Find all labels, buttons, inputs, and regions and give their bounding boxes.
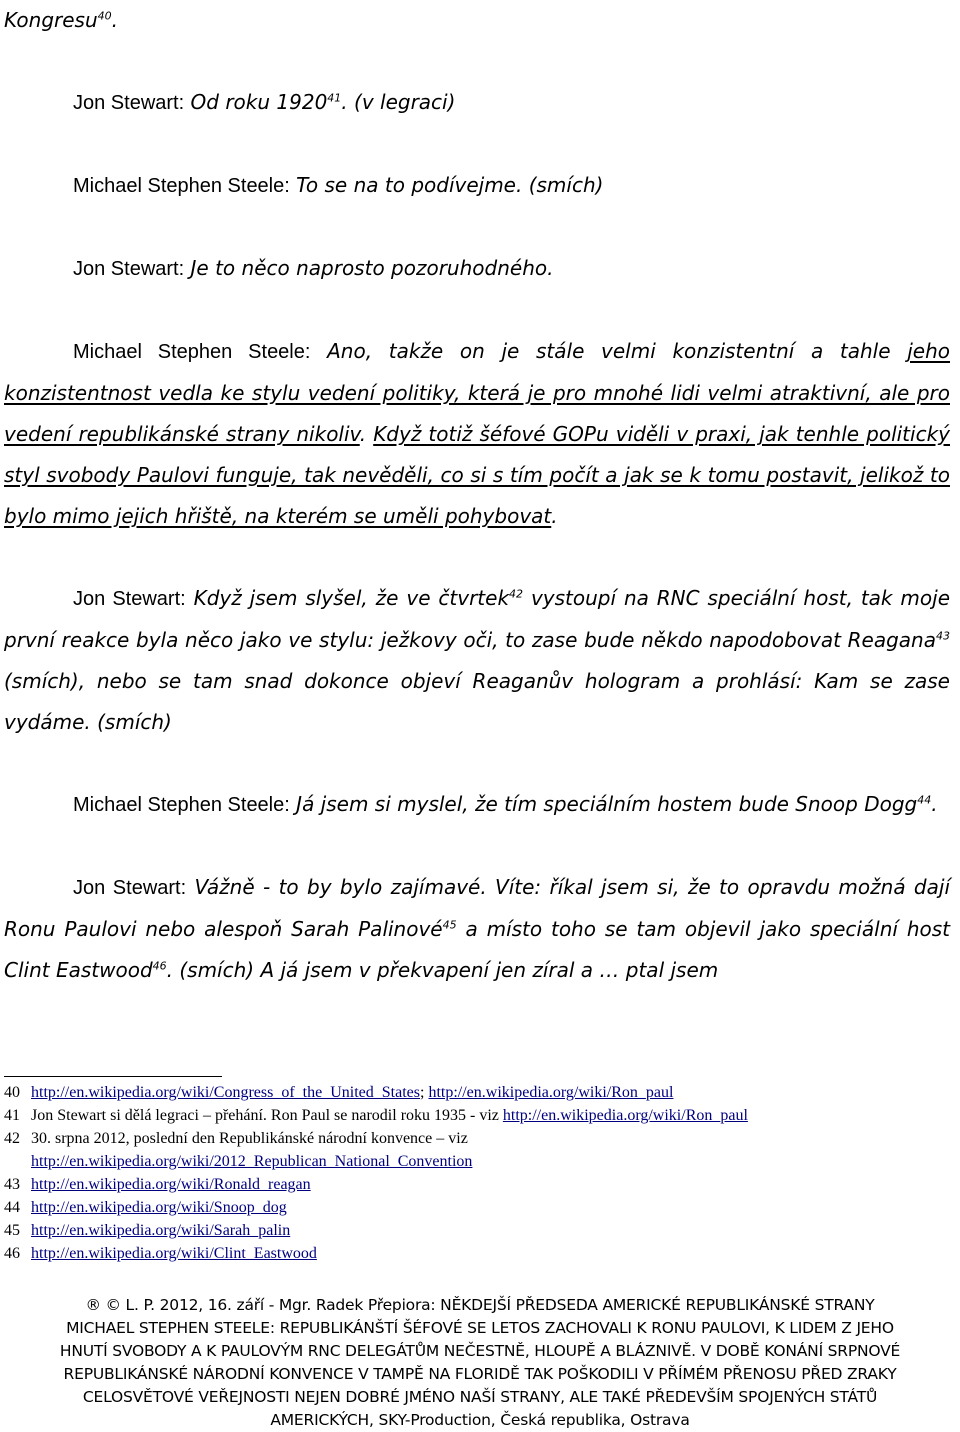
footnote-text <box>31 1219 950 1242</box>
footnote-text <box>31 1104 950 1127</box>
footer-line: ® © L. P. 2012, 16. září - Mgr. Radek Přepiora: NĚKDEJŠÍ PŘEDSEDA AMERICKÉ REPUBLIKÁNSKÉ STRANY <box>85 1296 875 1314</box>
footnote-number: 40 <box>4 1084 20 1101</box>
footer-line: CELOSVĚTOVÉ VEŘEJNOSTI NEJEN DOBRÉ JMÉNO NAŠÍ STRANY, ALE TAKÉ PŘEDEVŠÍM SPOJENÝCH STÁTŮ <box>82 1388 878 1406</box>
footer-line: AMERICKÝCH, SKY-Production, Česká republika, Ostrava <box>270 1411 690 1429</box>
footnote-text <box>31 1173 950 1196</box>
paragraph-steele-1 <box>4 165 950 207</box>
paragraph-steele-3 <box>4 784 950 826</box>
text-fragment: . <box>111 8 118 32</box>
text-fragment: . <box>359 422 374 446</box>
footnote-41 <box>4 1104 950 1127</box>
paragraph-jon-stewart-4 <box>4 867 950 991</box>
speaker-label: Michael Stephen Steele: <box>73 175 290 197</box>
footnote-number: 46 <box>4 1245 20 1262</box>
footnote-link[interactable]: http://en.wikipedia.org/wiki/Clint_Eastwood <box>31 1245 317 1262</box>
speaker-label: Jon Stewart: <box>73 877 187 899</box>
text-fragment: . (smích) A já jsem v překvapení jen zíral a … ptal jsem <box>166 958 719 982</box>
text-fragment: vystoupí na RNC speciální host, tak moje první reakce byla něco jako ve stylu: ježkovy oči, to zase bude někdo napodobovat Reagana <box>4 586 950 652</box>
footnote-40 <box>4 1081 950 1104</box>
footnote-text <box>31 1196 950 1219</box>
footnote-text <box>31 1242 950 1265</box>
footnote-number: 43 <box>4 1176 20 1193</box>
text-fragment: Kongresu <box>4 8 98 32</box>
text-fragment: . <box>551 504 558 528</box>
footnote-body: 30. srpna 2012, poslední den Republikánské národní konvence – viz <box>31 1130 468 1147</box>
footnote-ref-40: 40 <box>97 9 112 23</box>
main-text <box>4 0 950 991</box>
speaker-label: Jon Stewart: <box>73 258 185 280</box>
footnote-ref-45: 45 <box>442 918 457 932</box>
footnote-text <box>31 1081 950 1104</box>
text-fragment: To se na to podívejme. (smích) <box>289 173 604 197</box>
footnote-46 <box>4 1242 950 1265</box>
footnote-44 <box>4 1196 950 1219</box>
paragraph-jon-stewart-1 <box>4 82 950 124</box>
footnote-ref-42: 42 <box>509 587 524 601</box>
footnote-link[interactable]: http://en.wikipedia.org/wiki/Congress_of_the_United_States <box>31 1084 420 1101</box>
footnote-ref-43: 43 <box>936 629 950 643</box>
text-fragment: Od roku 1920 <box>184 90 328 114</box>
text-fragment: Je to něco naprosto pozoruhodného. <box>184 256 554 280</box>
footer-line: REPUBLIKÁNSKÉ NÁRODNÍ KONVENCE V TAMPĚ NA FLORIDĚ TAK POŠKODILI V PŘÍMÉM PŘENOSU PŘED ZRAKY <box>63 1365 897 1383</box>
footer-line: MICHAEL STEPHEN STEELE: REPUBLIKÁNŠTÍ ŠÉFOVÉ SE LETOS ZACHOVALI K RONU PAULOVI, K LIDEM Z JEHO <box>66 1319 894 1337</box>
text-fragment: . <box>931 792 938 816</box>
text-fragment: Ano, takže on je stále velmi konzistentní a tahle <box>310 339 908 363</box>
footnote-separator <box>4 1076 222 1077</box>
text-fragment: . (v legraci) <box>341 90 456 114</box>
footnote-42 <box>4 1127 950 1173</box>
footnote-number: 42 <box>4 1130 20 1147</box>
text-fragment: a místo toho se tam objevil jako speciální host Clint Eastwood <box>4 917 950 982</box>
footnote-text <box>31 1127 950 1173</box>
text-fragment: Když jsem slyšel, že ve čtvrtek <box>185 586 510 610</box>
footnote-number: 44 <box>4 1199 20 1216</box>
footnote-link[interactable]: http://en.wikipedia.org/wiki/Ron_paul <box>428 1084 674 1101</box>
footer-line: HNUTÍ SVOBODY A K PAULOVÝM RNC DELEGÁTŮM NEČESTNĚ, HLOUPĚ A BLÁZNIVĚ. V DOBĚ KONÁNÍ SRPNOVÉ <box>59 1342 901 1360</box>
page-footer <box>0 1294 960 1432</box>
footnote-45 <box>4 1219 950 1242</box>
text-fragment: (smích), nebo se tam snad dokonce objeví Reaganův hologram a prohlásí: Kam se zase vydáme. (smích) <box>4 669 950 734</box>
text-fragment: Já jsem si myslel, že tím speciálním hostem bude Snoop Dogg <box>289 792 918 816</box>
separator: ; <box>420 1084 429 1101</box>
footnote-ref-44: 44 <box>917 793 932 807</box>
footnote-43 <box>4 1173 950 1196</box>
text-fragment: Vážně - to by bylo zajímavé. Víte: říkal jsem si, že to opravdu možná dají Ronu Paulovi nebo alespoň Sarah Palinové <box>4 875 950 941</box>
underlined-text: jeho konzistentnost vedla ke stylu vedení politiky, která je pro mnohé lidi velmi atraktivní, ale pro vedení republikánské strany nikoliv <box>4 339 950 446</box>
speaker-label: Michael Stephen Steele: <box>73 794 290 816</box>
footnote-link[interactable]: http://en.wikipedia.org/wiki/Sarah_palin <box>31 1222 291 1239</box>
paragraph-jon-stewart-2 <box>4 248 950 290</box>
footnote-link[interactable]: http://en.wikipedia.org/wiki/Ronald_reagan <box>31 1176 311 1193</box>
footnote-number: 41 <box>4 1107 20 1124</box>
footnote-ref-46: 46 <box>152 959 167 973</box>
paragraph-continuation <box>4 0 950 41</box>
footnote-ref-41: 41 <box>327 91 342 105</box>
speaker-label: Michael Stephen Steele: <box>73 341 311 363</box>
footnote-link[interactable]: http://en.wikipedia.org/wiki/2012_Republican_National_Convention <box>31 1153 473 1170</box>
underlined-text: Když totiž šéfové GOPu viděli v praxi, jak tenhle politický styl svobody Paulovi funguje, tak nevěděli, co si s tím počít a jak se k tomu postavit, jelikož to bylo mimo jejich hřiště, na kterém se uměli pohybovat <box>4 422 950 528</box>
speaker-label: Jon Stewart: <box>73 92 185 114</box>
footnote-number: 45 <box>4 1222 20 1239</box>
footnote-link[interactable]: http://en.wikipedia.org/wiki/Ron_paul <box>502 1107 748 1124</box>
paragraph-jon-stewart-3 <box>4 578 950 743</box>
speaker-label: Jon Stewart: <box>73 588 186 610</box>
footnote-link[interactable]: http://en.wikipedia.org/wiki/Snoop_dog <box>31 1199 287 1216</box>
paragraph-steele-2 <box>4 331 950 537</box>
footnotes <box>4 1076 950 1265</box>
footnote-body: Jon Stewart si dělá legraci – přehání. Ron Paul se narodil roku 1935 - viz <box>31 1107 503 1124</box>
